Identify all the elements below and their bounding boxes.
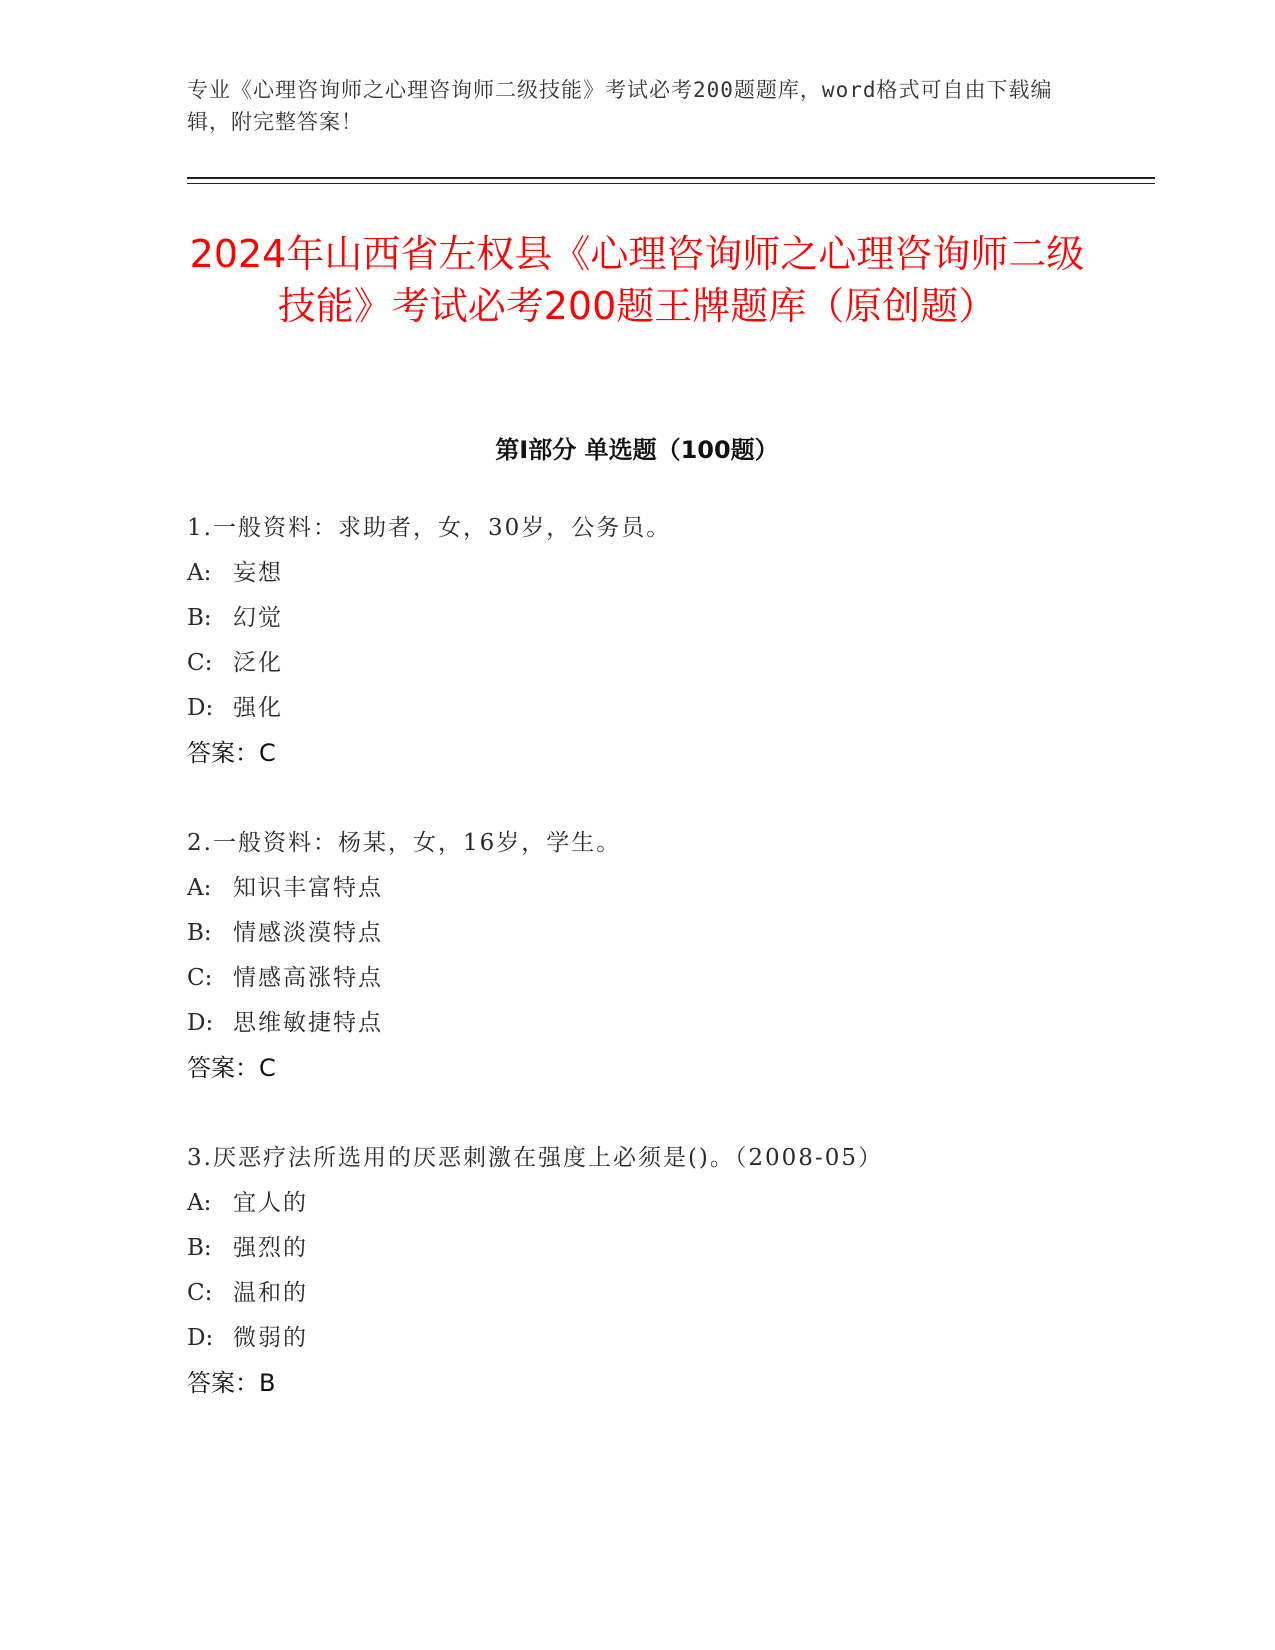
option-key: D:	[187, 695, 214, 721]
option-text: 泛化	[233, 650, 283, 676]
option-key: A:	[187, 560, 212, 586]
option-key: A:	[187, 875, 212, 901]
option-key: C:	[187, 965, 213, 991]
option-b	[187, 596, 1127, 641]
option-key: D:	[187, 1010, 214, 1036]
answer: 答案：C	[187, 739, 276, 767]
option-a	[187, 551, 1127, 596]
option-text: 幻觉	[233, 605, 283, 631]
option-text: 知识丰富特点	[233, 875, 383, 901]
option-c	[187, 1271, 1127, 1316]
option-key: A:	[187, 1190, 212, 1216]
option-text: 微弱的	[233, 1325, 308, 1351]
section-heading: 第Ⅰ部分 单选题（100题）	[495, 436, 779, 464]
option-text: 强化	[233, 695, 283, 721]
question-3	[187, 1136, 1127, 1406]
header-rule-thick	[187, 177, 1155, 179]
option-key: C:	[187, 1280, 213, 1306]
question-stem: 2.一般资料：杨某，女，16岁，学生。	[187, 830, 622, 856]
header-note: 专业《心理咨询师之心理咨询师二级技能》考试必考200题题库，word格式可自由下载编辑，附完整答案！	[187, 78, 1053, 134]
option-key: D:	[187, 1325, 214, 1351]
option-text: 情感淡漠特点	[233, 920, 383, 946]
option-d	[187, 686, 1127, 731]
option-key: B:	[187, 920, 212, 946]
option-text: 思维敏捷特点	[233, 1010, 383, 1036]
option-a	[187, 866, 1127, 911]
question-1	[187, 506, 1127, 776]
option-key: B:	[187, 605, 212, 631]
option-text: 妄想	[233, 560, 283, 586]
option-text: 宜人的	[233, 1190, 308, 1216]
option-text: 情感高涨特点	[233, 965, 383, 991]
option-b	[187, 1226, 1127, 1271]
option-b	[187, 911, 1127, 956]
option-key: B:	[187, 1235, 212, 1261]
option-c	[187, 956, 1127, 1001]
option-a	[187, 1181, 1127, 1226]
answer: 答案：C	[187, 1054, 276, 1082]
question-2	[187, 821, 1127, 1091]
option-c	[187, 641, 1127, 686]
question-stem: 3.厌恶疗法所选用的厌恶刺激在强度上必须是()。（2008-05）	[187, 1145, 883, 1171]
option-text: 温和的	[233, 1280, 308, 1306]
header-rule-thin	[187, 183, 1155, 184]
option-text: 强烈的	[233, 1235, 308, 1261]
document-title: 2024年山西省左权县《心理咨询师之心理咨询师二级技能》考试必考200题王牌题库（原创题）	[189, 232, 1085, 328]
option-d	[187, 1001, 1127, 1046]
option-d	[187, 1316, 1127, 1361]
option-key: C:	[187, 650, 213, 676]
question-stem: 1.一般资料：求助者，女，30岁，公务员。	[187, 515, 672, 541]
answer: 答案：B	[187, 1369, 276, 1397]
